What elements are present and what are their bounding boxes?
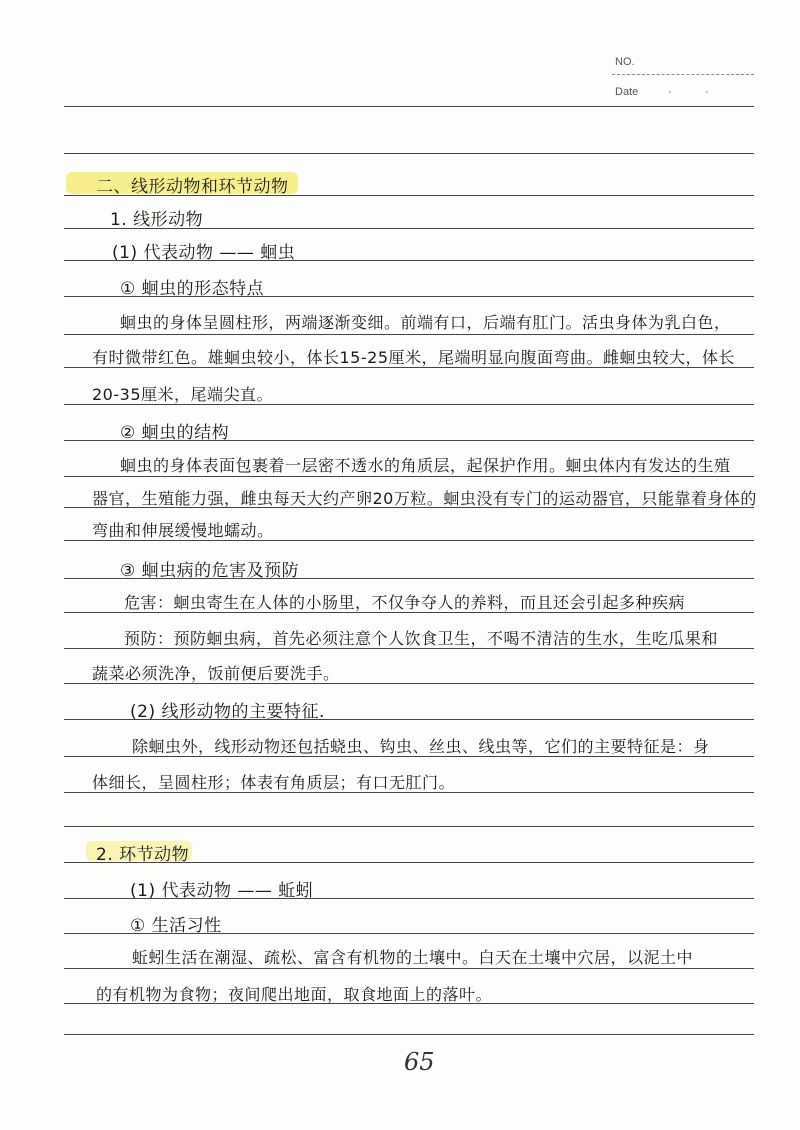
ruled-line [64, 826, 754, 827]
point-title: ② 蛔虫的结构 [120, 423, 230, 443]
subsection-title: 2. 环节动物 [96, 845, 190, 865]
paragraph-line: 除蛔虫外，线形动物还包括蛲虫、钩虫、丝虫、线虫等，它们的主要特征是：身 [132, 737, 710, 756]
paragraph-line: 预防：预防蛔虫病，首先必须注意个人饮食卫生，不喝不清洁的生水，生吃瓜果和 [124, 629, 719, 648]
no-line [612, 74, 754, 75]
ruled-line [64, 106, 754, 107]
paragraph-line: 的有机物为食物；夜间爬出地面，取食地面上的落叶。 [96, 985, 493, 1004]
page-number: 65 [404, 1048, 435, 1076]
paragraph-line: 危害：蛔虫寄生在人体的小肠里，不仅争夺人的养料，而且还会引起多种疾病 [124, 593, 686, 612]
paragraph-line: 弯曲和伸展缓慢地蠕动。 [92, 521, 274, 540]
ruled-line [64, 476, 754, 477]
item-title: (2) 线形动物的主要特征. [130, 702, 325, 722]
paragraph-line: 蛔虫的身体表面包裹着一层密不透水的角质层，起保护作用。蛔虫体内有发达的生殖 [120, 456, 731, 475]
paragraph-line: 有时微带红色。雄蛔虫较小，体长15-25厘米，尾端明显向腹面弯曲。雌蛔虫较大，体长 [92, 348, 735, 367]
subsection-title: 1. 线形动物 [110, 210, 204, 230]
point-title: ① 蛔虫的形态特点 [120, 279, 265, 299]
date-label: Date [615, 86, 639, 98]
date-dot-2: · [705, 86, 709, 98]
no-label: NO. [615, 56, 635, 68]
paragraph-line: 体细长，呈圆柱形；体表有角质层；有口无肛门。 [92, 773, 456, 792]
paragraph-line: 蚯蚓生活在潮湿、疏松、富含有机物的土壤中。白天在土壤中穴居，以泥土中 [132, 948, 694, 967]
point-title: ③ 蛔虫病的危害及预防 [120, 561, 300, 581]
ruled-line [64, 153, 754, 154]
item-title: (1) 代表动物 —— 蚯蚓 [130, 881, 314, 901]
paragraph-line: 蛔虫的身体呈圆柱形，两端逐渐变细。前端有口，后端有肛门。活虫身体为乳白色， [120, 313, 731, 332]
ruled-line [64, 334, 754, 335]
paragraph-line: 器官，生殖能力强，雌虫每天大约产卵20万粒。蛔虫没有专门的运动器官，只能靠着身体的 [92, 489, 757, 508]
date-dot-1: · [668, 86, 672, 98]
ruled-line [64, 968, 754, 969]
paragraph-line: 20-35厘米，尾端尖直。 [92, 385, 273, 404]
ruled-line [64, 1034, 754, 1035]
point-title: ① 生活习性 [130, 916, 222, 936]
item-title: (1) 代表动物 —— 蛔虫 [112, 243, 296, 263]
paragraph-line: 蔬菜必须洗净，饭前便后要洗手。 [92, 664, 340, 683]
section-title: 二、线形动物和环节动物 [96, 177, 289, 197]
